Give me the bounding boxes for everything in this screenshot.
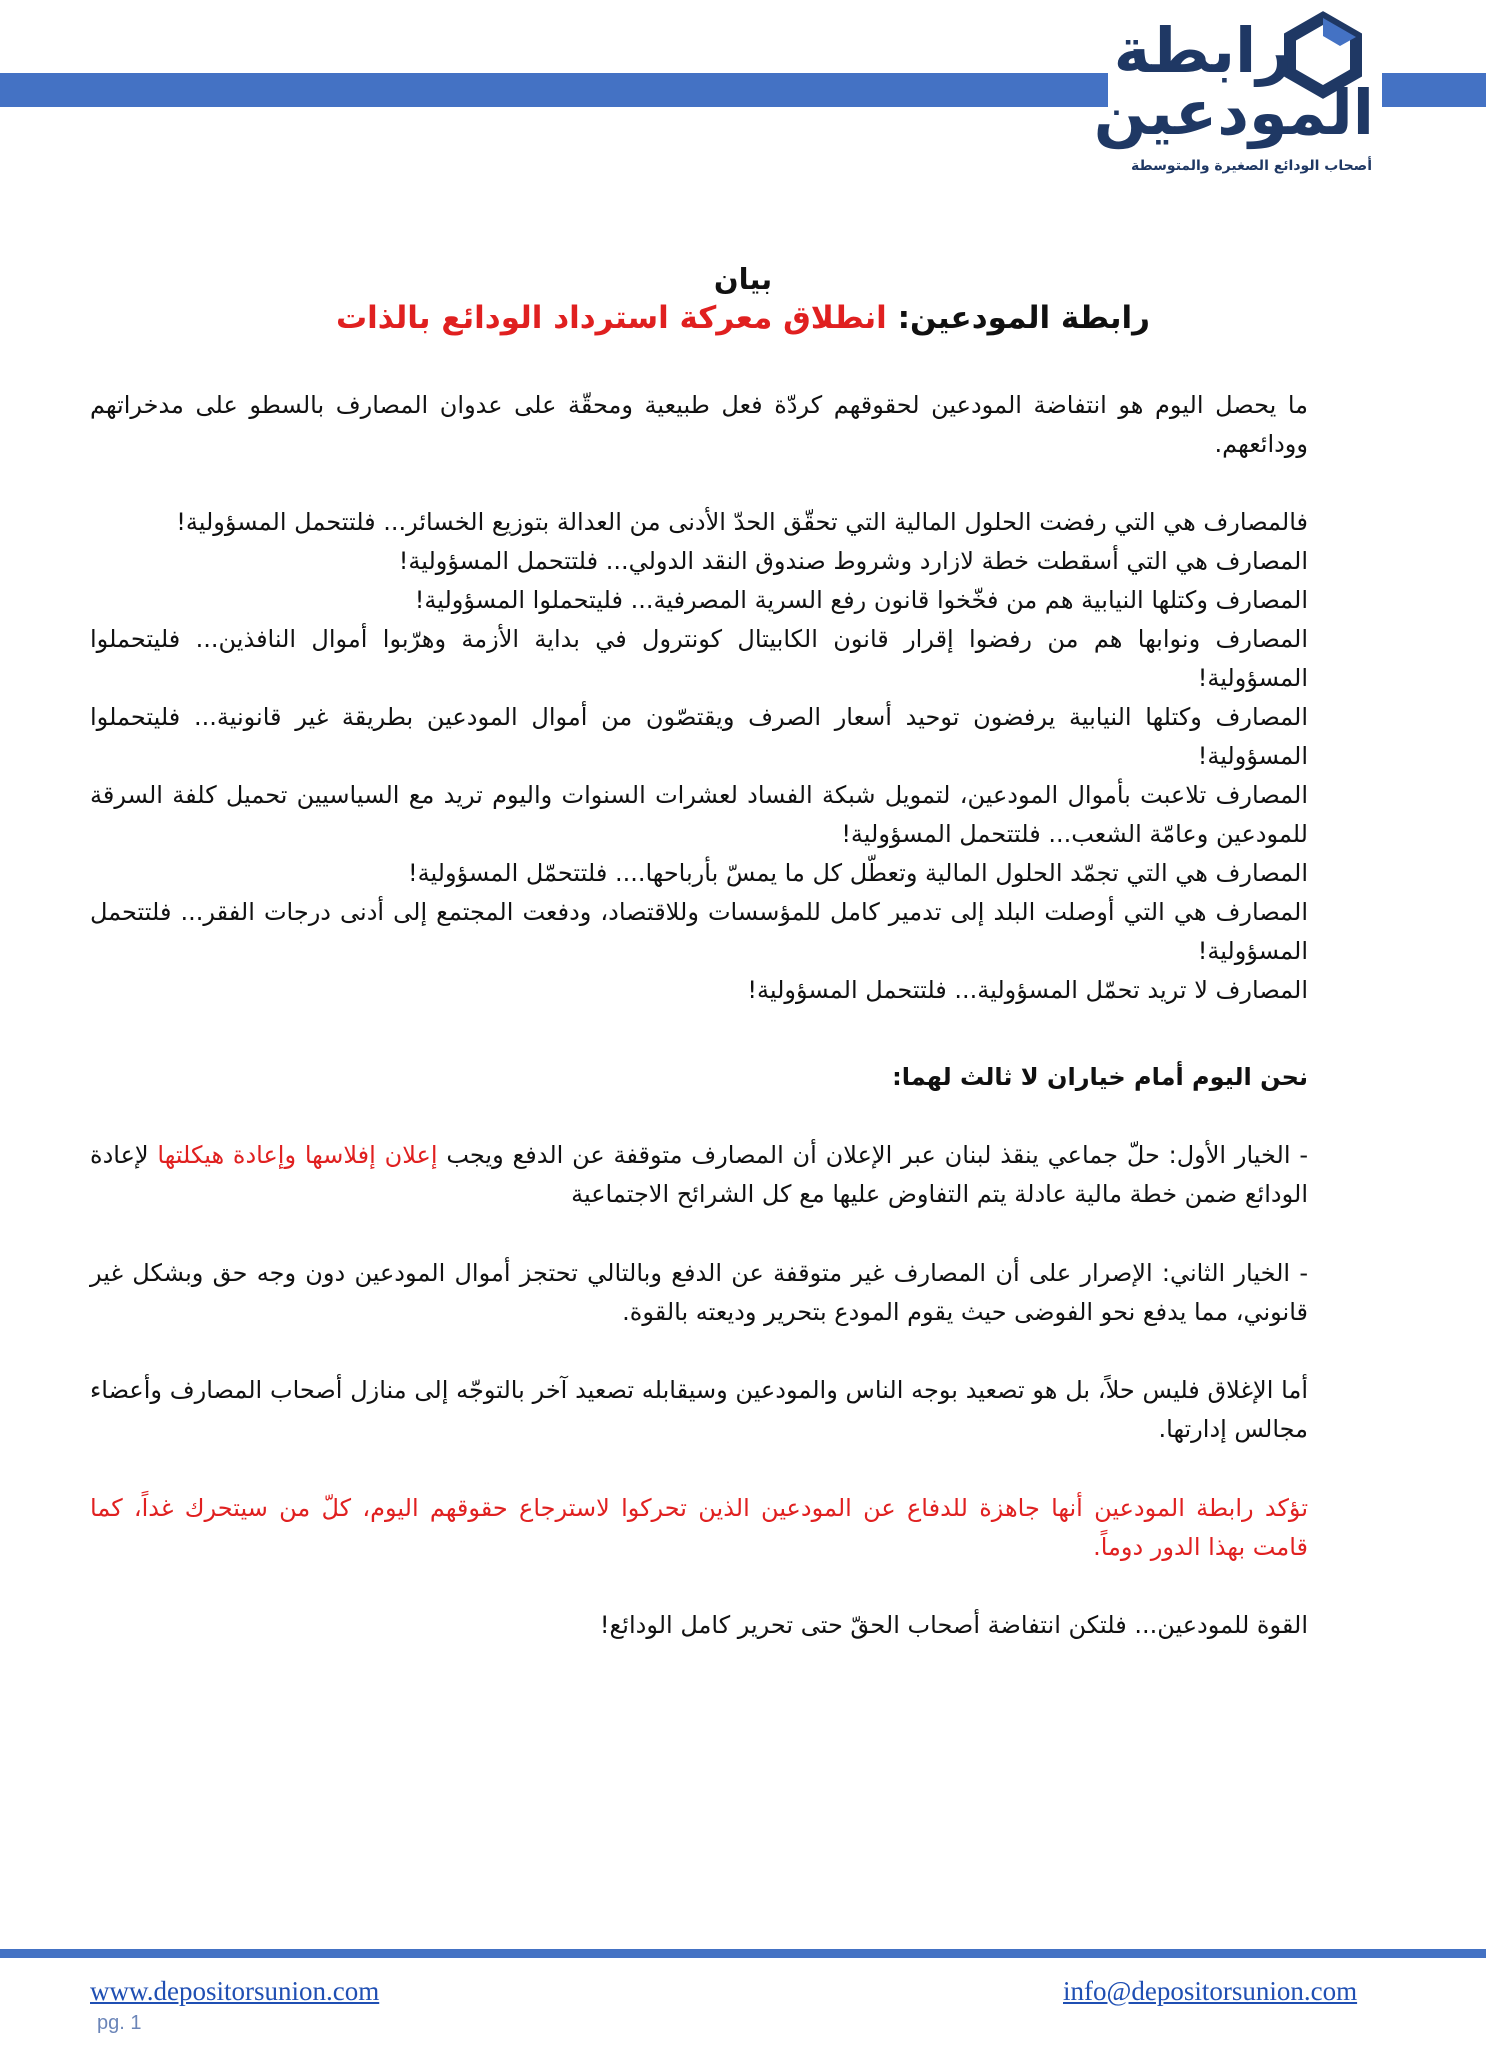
accusations-list — [90, 503, 1308, 1010]
depositors-union-logo — [1093, 0, 1382, 185]
document-kind: بيان — [713, 262, 773, 296]
accusation-line: المصارف هي التي أسقطت خطة لازارد وشروط صندوق النقد الدولي... فلتتحمل المسؤولية! — [398, 547, 1308, 575]
accusation-line: المصارف ونوابها هم من رفضوا إقرار قانون الكابيتال كونترول في بداية الأزمة وهرّبوا أموال النافذين... فليتحملوا المسؤولية! — [90, 625, 1308, 692]
page-number: pg. 1 — [97, 2012, 142, 2034]
document-title — [0, 300, 1486, 336]
accusation-line: المصارف هي التي أوصلت البلد إلى تدمير كامل للمؤسسات وللاقتصاد، ودفعت المجتمع إلى أدنى درجات الفقر... فلتتحمل المسؤولية! — [90, 898, 1308, 965]
final-slogan: القوة للمودعين... فلتكن انتفاضة أصحاب الحقّ حتى تحرير كامل الودائع! — [599, 1611, 1308, 1639]
accusation-line: المصارف وكتلها النيابية هم من فخّخوا قانون رفع السرية المصرفية... فليتحملوا المسؤولية! — [414, 586, 1308, 614]
title-prefix: رابطة المودعين: — [886, 300, 1151, 336]
option-one — [90, 1136, 1308, 1214]
option-one-rest: لإعادة الودائع ضمن خطة مالية عادلة يتم التفاوض عليها مع كل الشرائح الاجتماعية — [90, 1141, 1308, 1208]
accusation-line: المصارف هي التي تجمّد الحلول المالية وتعطّل كل ما يمسّ بأرباحها.... فلتتحمّل المسؤولية! — [407, 859, 1308, 887]
logo-line1: رابطة — [1113, 14, 1292, 87]
intro-paragraph: ما يحصل اليوم هو انتفاضة المودعين لحقوقهم كردّة فعل طبيعية ومحقّة على عدوان المصارف بالسطو على مدخراتهم وودائعهم. — [90, 391, 1308, 458]
accusation-line: المصارف تلاعبت بأموال المودعين، لتمويل شبكة الفساد لعشرات السنوات واليوم تريد مع السياسيين تحميل كلفة السرقة للمودعين وعامّة الشعب... فلتتحمل المسؤولية! — [90, 781, 1308, 848]
website-link[interactable]: www.depositorsunion.com — [90, 1976, 380, 2006]
accusation-line: المصارف لا تريد تحمّل المسؤولية... فلتتحمل المسؤولية! — [747, 976, 1308, 1004]
option-one-highlight: إعلان إفلاسها وإعادة هيكلتها — [157, 1141, 438, 1169]
commitment-paragraph: تؤكد رابطة المودعين أنها جاهزة للدفاع عن المودعين الذين تحركوا لاسترجاع حقوقهم اليوم، كلّ من سيتحرك غداً، كما قامت بهذا الدور دوماً. — [90, 1494, 1308, 1561]
footer-band — [0, 1949, 1486, 1958]
option-one-text: - الخيار الأول: حلّ جماعي ينقذ لبنان عبر الإعلان أن المصارف متوقفة عن الدفع ويجب — [437, 1141, 1308, 1169]
accusation-line: فالمصارف هي التي رفضت الحلول المالية التي تحقّق الحدّ الأدنى من العدالة بتوزيع الخسائر... فلتتحمل المسؤولية! — [176, 508, 1308, 536]
option-two: - الخيار الثاني: الإصرار على أن المصارف غير متوقفة عن الدفع وبالتالي تحتجز أموال المودعين دون وجه حق وبشكل غير قانوني، مما يدفع نحو الفوضى حيث يقوم المودع بتحرير وديعته بالقوة. — [90, 1259, 1308, 1326]
logo-tagline: أصحاب الودائع الصغيرة والمتوسطة — [1131, 158, 1372, 174]
accusation-line: المصارف وكتلها النيابية يرفضون توحيد أسعار الصرف ويقتصّون من أموال المودعين بطريقة غير قانونية... فليتحملوا المسؤولية! — [90, 703, 1308, 770]
closure-paragraph: أما الإغلاق فليس حلاً، بل هو تصعيد بوجه الناس والمودعين وسيقابله تصعيد آخر بالتوجّه إلى منازل أصحاب المصارف وأعضاء مجالس إدارتها. — [90, 1376, 1308, 1443]
title-highlight: انطلاق معركة استرداد الودائع بالذات — [335, 300, 887, 336]
logo-line2: المودعين — [1093, 76, 1374, 149]
email-link[interactable]: info@depositorsunion.com — [1063, 1976, 1358, 2006]
options-heading: نحن اليوم أمام خياران لا ثالث لهما: — [892, 1063, 1308, 1091]
